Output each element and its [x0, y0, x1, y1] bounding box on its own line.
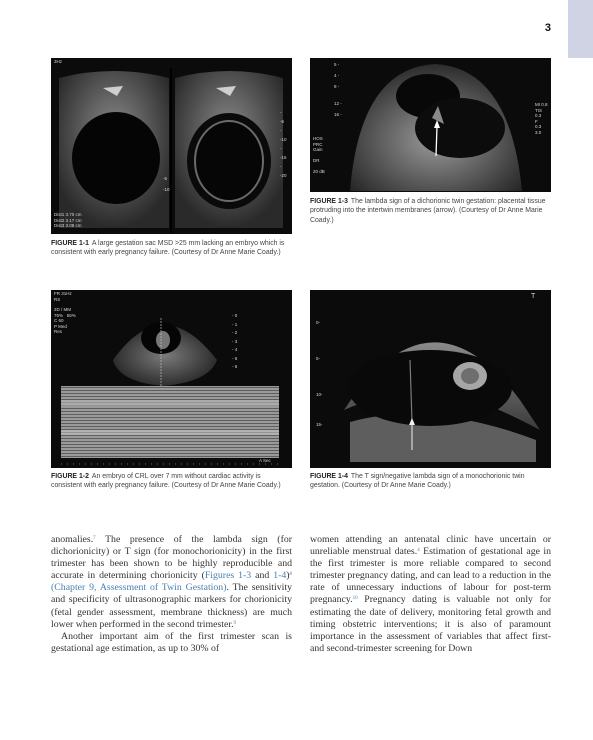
- text-run: women attending an antenatal clinic have uncertain or unreliable menstrual dates.: [310, 534, 551, 558]
- text-run: . The sensitivity and specificity of ultrasonographic markers for chorionicity (fetal gender assessment, membrane thickness) are much lower when performed in the second trimester.: [51, 582, 292, 630]
- reference-8[interactable]: 8: [289, 572, 293, 578]
- body-text-left-column: [51, 534, 292, 655]
- body-text-right-column: [310, 534, 551, 655]
- figure-1-4-caption-text: The T sign/negative lambda sign of a monochorionic twin gestation. (Courtesy of Dr Anne Marie Coady.): [310, 473, 525, 490]
- figure-1-3-ultrasound-image: [310, 58, 551, 192]
- figure-1-1-scale-left: -5 -10: [163, 176, 170, 192]
- text-run: and: [251, 570, 274, 582]
- figure-1-3-link[interactable]: Figures 1-3: [204, 570, 252, 582]
- figure-1-2-ultrasound-image: [51, 290, 292, 468]
- reference-9[interactable]: 9: [233, 620, 237, 626]
- page-number: 3: [544, 22, 551, 34]
- figure-1-3-caption: [310, 197, 551, 225]
- figure-1-2-caption: [51, 472, 292, 491]
- body-paragraph-gestational-age: Another important aim of the first trimester scan is gestational age estimation, as up to 30% of: [51, 630, 292, 654]
- figure-1-1-label: FIGURE 1-1: [51, 240, 89, 247]
- text-run: The presence of the lambda sign (for dichorionicity) or T sign (for monochorionicity) in the first trimester has been shown to be highly reproducible and accurate in determining chorionicity (: [51, 534, 292, 582]
- figure-1-1-top-text: 3Hz: [54, 59, 63, 64]
- figure-1-2-label: FIGURE 1-2: [51, 473, 89, 480]
- text-run: anomalies.: [51, 534, 94, 545]
- figure-1-1-caption-text: A large gestation sac MSD >25 mm lacking an embryo which is consistent with early pregnancy failure. (Courtesy of Dr Anne Marie Coady.): [51, 240, 285, 257]
- figure-1-3-scale: 5 - 4 - 8 - 12 - 16 -: [334, 62, 342, 117]
- text-run: ): [286, 570, 290, 582]
- figure-1-3-left-text: HOS PRC Gain DR 20 dB: [313, 136, 325, 174]
- body-paragraph-dating: [310, 534, 551, 655]
- figure-1-4-caption: [310, 472, 551, 491]
- text-run: Estimation of gestational age in the first trimester is more reliable compared to second trimester pregnancy dating, and can lead to a reduction in the rate of unnecessary inductions of labour for post-term pregnancy.: [310, 546, 552, 606]
- figure-1-2-tag: A Sec: [259, 458, 271, 463]
- figure-1-2-scale: - 0 - 1 - 2 - 3 - 4 - 5 - 6: [232, 313, 238, 369]
- text-run: Pregnancy dating is valuable not only for estimating the date of delivery, monitoring fetal growth and timing obstetric interventions; it is also of paramount importance in the assessment of variables that affect first- and second-trimester screening for Down: [310, 594, 551, 654]
- reference-10[interactable]: 10: [352, 596, 358, 602]
- figure-1-1-measurements: Dist1 3.70 cm Dist2 3.17 cm Dist3 3.08 cm: [54, 212, 82, 228]
- figure-1-4-ultrasound-image: [310, 290, 551, 468]
- figure-1-3-label: FIGURE 1-3: [310, 198, 348, 205]
- figure-1-4-marker: T: [531, 293, 536, 300]
- figure-1-4-link[interactable]: 1-4: [273, 570, 287, 582]
- figure-1-1-caption: [51, 239, 292, 258]
- body-paragraph-chorionicity: [51, 534, 292, 631]
- figure-1-2-scan-graphic: [51, 290, 292, 468]
- figure-1-3-caption-text: The lambda sign of a dichorionic twin gestation: placental tissue protruding into the intertwin membranes (arrow). (Courtesy of Dr Anne Marie Coady.): [310, 198, 546, 224]
- reference-4[interactable]: 4: [417, 548, 420, 554]
- figure-1-2-caption-text: An embryo of CRL over 7 mm without cardiac activity is consistent with early pregnancy failure. (Courtesy of Dr Anne Marie Coady.): [51, 473, 281, 490]
- figure-1-2-top-text: FR 31Hz RS: [54, 291, 72, 302]
- figure-1-3-scan-graphic: [310, 58, 551, 192]
- figure-1-1-scale-right: - -5 - -10 - -15 - -20: [280, 110, 287, 178]
- figure-1-1-ultrasound-image: [51, 58, 292, 234]
- figure-1-4-scale: 0- 5- 10- 15-: [316, 320, 323, 427]
- figure-1-2-settings: 2D / MM 76% 56% C 60 P Med Res: [54, 307, 76, 334]
- figure-1-3-right-text: MI 0.8 TIS 0.3 F 0.3 3.0: [535, 102, 548, 135]
- reference-7[interactable]: 7: [93, 536, 96, 541]
- page-edge-tab: [568, 0, 593, 58]
- figure-1-1-scan-graphic: [51, 58, 292, 234]
- figure-1-4-scan-graphic: [310, 290, 551, 468]
- chapter-9-link[interactable]: (Chapter 9, Assessment of Twin Gestation): [51, 582, 227, 594]
- figure-1-4-label: FIGURE 1-4: [310, 473, 348, 480]
